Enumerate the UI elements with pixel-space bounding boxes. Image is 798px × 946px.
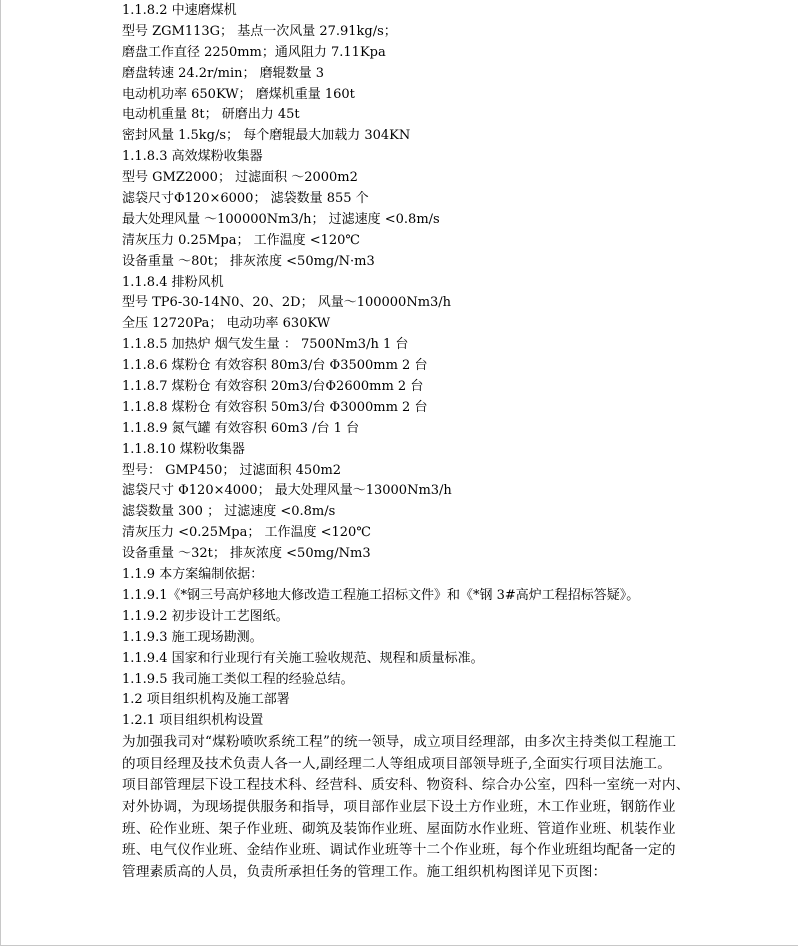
spec-line: 滤袋数量 300 ； 过滤速度 <0.8m/s (122, 504, 336, 520)
equipment-line: 1.1.8.6 煤粉仓 有效容积 80m3/台 Φ3500mm 2 台 (122, 358, 428, 374)
basis-item: 1.1.9.1《*钢三号高炉移地大修改造工程施工招标文件》和《*钢 3#高炉工程招标答疑》。 (122, 587, 640, 603)
spec-line: 设备重量 ～32t； 排灰浓度 <50mg/Nm3 (122, 546, 371, 562)
heading-1-1-8-2: 1.1.8.2 中速磨煤机 (122, 3, 237, 18)
heading-1-1-8-10: 1.1.8.10 煤粉收集器 (122, 441, 245, 457)
spec-line: 设备重量 ～80t； 排灰浓度 <50mg/N·m3 (122, 253, 375, 269)
document-body (122, 1, 690, 883)
spec-line: 电动机功率 650KW； 磨煤机重量 160t (122, 86, 355, 102)
heading-1-1-9: 1.1.9 本方案编制依据： (122, 567, 264, 583)
paragraph-line: 项目部管理层下设工程技术科、经营科、质安科、物资科、综合办公室，四科一室统一对内、 (122, 777, 690, 794)
paragraph-line: 班、电气仪作业班、金结作业班、调试作业班等十二个作业班，每个作业班组均配备一定的 (122, 842, 676, 859)
basis-item: 1.1.9.4 国家和行业现行有关施工验收规范、规程和质量标准。 (122, 650, 484, 666)
spec-line: 磨盘工作直径 2250mm；通风阻力 7.11Kpa (122, 44, 386, 60)
spec-line: 清灰压力 <0.25Mpa； 工作温度 <120℃ (122, 525, 371, 541)
basis-item: 1.1.9.2 初步设计工艺图纸。 (122, 608, 289, 624)
spec-line: 最大处理风量 ～100000Nm3/h； 过滤速度 <0.8m/s (122, 211, 440, 227)
basis-item: 1.1.9.3 施工现场勘测。 (122, 629, 263, 645)
spec-line: 清灰压力 0.25Mpa； 工作温度 <120℃ (122, 232, 360, 248)
spec-line: 全压 12720Pa； 电动功率 630KW (122, 316, 331, 332)
paragraph-line: 的项目经理及技术负责人各一人,副经理二人等组成项目部领导班子,全面实行项目法施工。 (122, 755, 672, 772)
spec-line: 滤袋尺寸Φ120×6000； 滤袋数量 855 个 (122, 191, 369, 207)
heading-1-2: 1.2 项目组织机构及施工部署 (122, 692, 290, 708)
spec-line: 型号 ZGM113G； 基点一次风量 27.91kg/s； (122, 23, 397, 39)
equipment-line: 1.1.8.8 煤粉仓 有效容积 50m3/台 Φ3000mm 2 台 (122, 399, 428, 415)
spec-line: 电动机重量 8t； 研磨出力 45t (122, 107, 300, 123)
paragraph-line: 管理素质高的人员，负责所承担任务的管理工作。施工组织机构图详见下页图： (122, 863, 607, 880)
paragraph-line: 班、砼作业班、架子作业班、砌筑及装饰作业班、屋面防水作业班、管道作业班、机装作业 (122, 820, 676, 837)
heading-1-2-1: 1.2.1 项目组织机构设置 (122, 713, 264, 729)
spec-line: 密封风量 1.5kg/s； 每个磨辊最大加载力 304KN (122, 128, 411, 144)
paragraph-line: 为加强我司对“煤粉喷吹系统工程”的统一领导，成立项目经理部，由多次主持类似工程施工 (122, 734, 677, 751)
heading-1-1-8-3: 1.1.8.3 高效煤粉收集器 (122, 149, 263, 165)
spec-line: 磨盘转速 24.2r/min； 磨辊数量 3 (122, 65, 325, 81)
spec-line: 型号 TP6-30-14N0、20、2D； 风量～100000Nm3/h (122, 295, 452, 311)
basis-item: 1.1.9.5 我司施工类似工程的经验总结。 (122, 671, 354, 687)
equipment-line: 1.1.8.9 氮气罐 有效容积 60m3 /台 1 台 (122, 420, 360, 436)
heading-1-1-8-4: 1.1.8.4 排粉风机 (122, 274, 224, 290)
equipment-line: 1.1.8.5 加热炉 烟气发生量 ： 7500Nm3/h 1 台 (122, 337, 409, 353)
paragraph-line: 对外协调，为现场提供服务和指导，项目部作业层下设土方作业班，木工作业班，钢筋作业 (122, 798, 676, 815)
page-left-border (0, 0, 1, 946)
equipment-line: 1.1.8.7 煤粉仓 有效容积 20m3/台Φ2600mm 2 台 (122, 379, 424, 395)
spec-line: 滤袋尺寸 Φ120×4000； 最大处理风量～13000Nm3/h (122, 483, 452, 499)
organization-paragraph (122, 732, 690, 883)
spec-line: 型号 GMZ2000； 过滤面积 ～2000m2 (122, 170, 358, 186)
spec-line: 型号： GMP450； 过滤面积 450m2 (122, 462, 342, 478)
